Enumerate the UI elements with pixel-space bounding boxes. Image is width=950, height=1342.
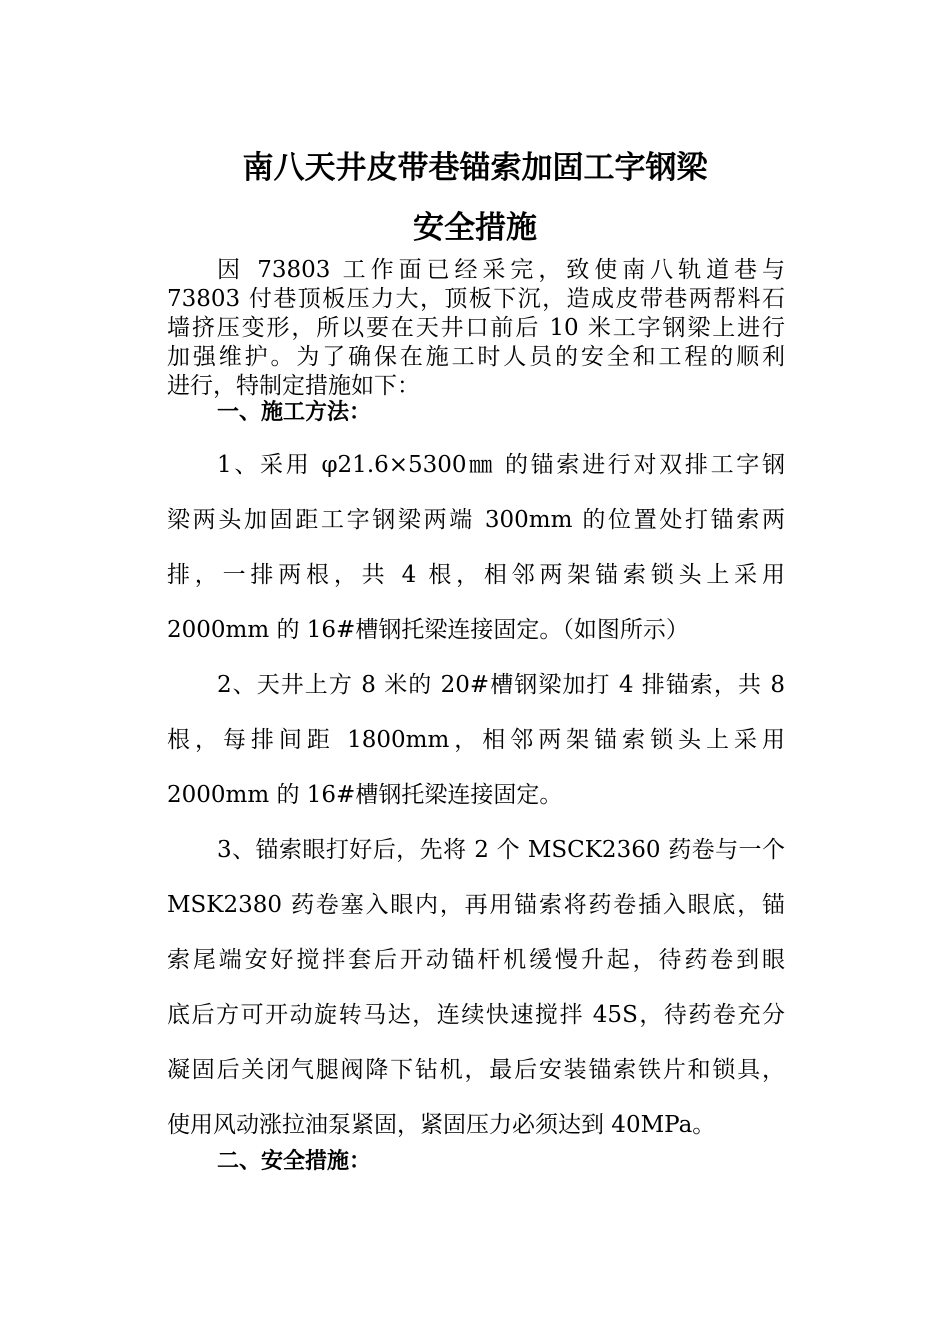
paragraph-line: 使用风动涨拉油泵紧固，紧固压力必须达到 40MPa。 [167, 1112, 716, 1138]
paragraph-line: 73803 付巷顶板压力大，顶板下沉，造成皮带巷两帮料石 [167, 286, 785, 312]
paragraph-line: 梁两头加固距工字钢梁两端 300mm 的位置处打锚索两 [167, 507, 785, 533]
paragraph-line: 排，一排两根，共 4 根，相邻两架锚索锁头上采用 [167, 562, 785, 588]
paragraph-line: 2000mm 的 16#槽钢托梁连接固定。 [167, 782, 563, 808]
paragraph-line: 因 73803 工作面已经采完，致使南八轨道巷与 [217, 257, 785, 283]
paragraph-line: 1、采用 φ21.6×5300㎜ 的锚索进行对双排工字钢 [217, 452, 785, 478]
document-title: 南八天井皮带巷锚索加固工字钢梁 [242, 150, 708, 186]
paragraph-line: 凝固后关闭气腿阀降下钻机，最后安装锚索铁片和锁具， [167, 1057, 785, 1083]
paragraph-line: 2、天井上方 8 米的 20#槽钢梁加打 4 排锚索，共 8 [217, 672, 785, 698]
paragraph-line: 2000mm 的 16#槽钢托梁连接固定。（如图所示） [167, 617, 689, 643]
document-subtitle: 安全措施 [413, 210, 537, 246]
paragraph-line: 进行，特制定措施如下： [167, 373, 420, 399]
section-heading-safety-measures: 二、安全措施： [217, 1149, 372, 1174]
paragraph-line: MSK2380 药卷塞入眼内，再用锚索将药卷插入眼底，锚 [167, 892, 785, 918]
paragraph-line: 底后方可开动旋转马达，连续快速搅拌 45S，待药卷充分 [167, 1002, 785, 1028]
paragraph-line: 索尾端安好搅拌套后开动锚杆机缓慢升起，待药卷到眼 [167, 947, 785, 973]
paragraph-line: 墙挤压变形，所以要在天井口前后 10 米工字钢梁上进行 [167, 315, 785, 341]
paragraph-line: 根，每排间距 1800mm，相邻两架锚索锁头上采用 [167, 727, 785, 753]
paragraph-line: 3、锚索眼打好后，先将 2 个 MSCK2360 药卷与一个 [217, 837, 785, 863]
paragraph-line: 加强维护。为了确保在施工时人员的安全和工程的顺利 [167, 344, 785, 370]
section-heading-construction-method: 一、施工方法： [217, 400, 372, 425]
